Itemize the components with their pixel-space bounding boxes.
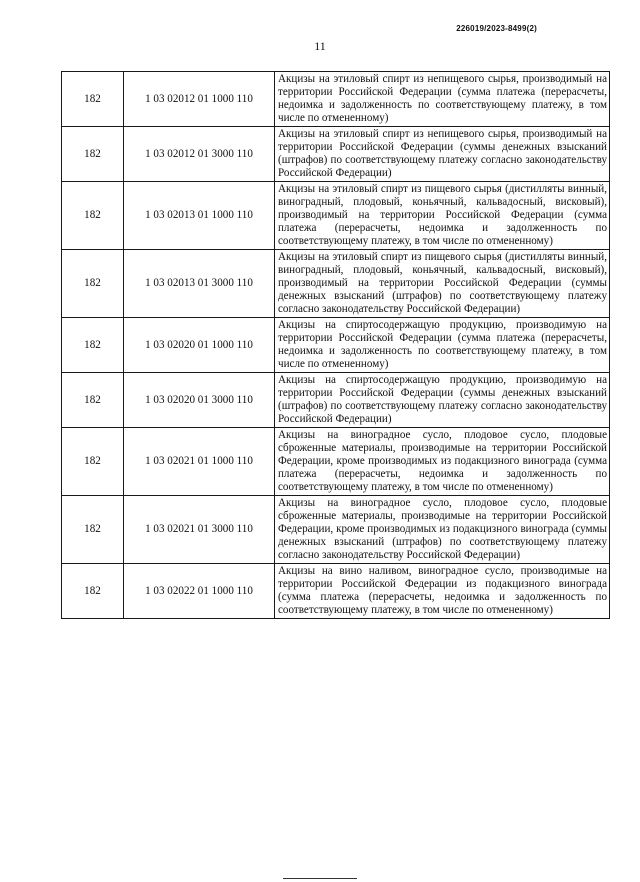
kbk-code-cell: 1 03 02013 01 1000 110 xyxy=(124,182,275,250)
description-cell: Акцизы на виноградное сусло, плодовое сусло, плодовые сброженные материалы, производимые на территории Российской Федерации, кроме производимых из подакцизного винограда (суммы денежных взысканий (штрафов) по соответствующему платежу согласно законодательству Российской Федерации) xyxy=(275,496,610,564)
admin-code-cell: 182 xyxy=(62,496,124,564)
table-row xyxy=(62,496,610,564)
table-row xyxy=(62,182,610,250)
kbk-code-cell: 1 03 02013 01 3000 110 xyxy=(124,250,275,318)
description-cell: Акцизы на спиртосодержащую продукцию, производимую на территории Российской Федерации (сумма платежа (перерасчеты, недоимка и задолженность по соответствующему платежу, в том числе по отмененному) xyxy=(275,318,610,373)
admin-code-cell: 182 xyxy=(62,318,124,373)
table-row xyxy=(62,428,610,496)
page-bottom-mark xyxy=(283,878,357,879)
description-cell: Акцизы на этиловый спирт из пищевого сырья (дистилляты винный, виноградный, плодовый, коньячный, кальвадосный, висковый), производимый на территории Российской Федерации (сумма платежа (перерасчеты, недоимка и задолженность по соответствующему платежу, в том числе по отмененному) xyxy=(275,182,610,250)
admin-code-cell: 182 xyxy=(62,72,124,127)
description-cell: Акцизы на виноградное сусло, плодовое сусло, плодовые сброженные материалы, производимые на территории Российской Федерации, кроме производимых из подакцизного винограда (сумма платежа (перерасчеты, недоимка и задолженность по соответствующему платежу, в том числе по отмененному) xyxy=(275,428,610,496)
table-row xyxy=(62,127,610,182)
admin-code-cell: 182 xyxy=(62,250,124,318)
description-cell: Акцизы на этиловый спирт из непищевого сырья, производимый на территории Российской Федерации (сумма платежа (перерасчеты, недоимка и задолженность по соответствующему платежу, в том числе по отмененному) xyxy=(275,72,610,127)
kbk-code-cell: 1 03 02012 01 3000 110 xyxy=(124,127,275,182)
admin-code-cell: 182 xyxy=(62,428,124,496)
table-row xyxy=(62,373,610,428)
table-row xyxy=(62,250,610,318)
description-cell: Акцизы на вино наливом, виноградное сусло, производимые на территории Российской Федерации из подакцизного винограда (сумма платежа (перерасчеты, недоимка и задолженность по соответствующему платежу, в том числе по отмененному) xyxy=(275,564,610,619)
admin-code-cell: 182 xyxy=(62,127,124,182)
table-row xyxy=(62,318,610,373)
description-cell: Акцизы на этиловый спирт из непищевого сырья, производимый на территории Российской Федерации (суммы денежных взысканий (штрафов) по соответствующему платежу согласно законодательству Российской Федерации) xyxy=(275,127,610,182)
kbk-code-cell: 1 03 02020 01 3000 110 xyxy=(124,373,275,428)
kbk-code-cell: 1 03 02022 01 1000 110 xyxy=(124,564,275,619)
table-row xyxy=(62,72,610,127)
table-row xyxy=(62,564,610,619)
admin-code-cell: 182 xyxy=(62,182,124,250)
kbk-code-cell: 1 03 02012 01 1000 110 xyxy=(124,72,275,127)
page-number: 11 xyxy=(314,39,326,53)
kbk-code-cell: 1 03 02020 01 1000 110 xyxy=(124,318,275,373)
kbk-code-cell: 1 03 02021 01 3000 110 xyxy=(124,496,275,564)
admin-code-cell: 182 xyxy=(62,564,124,619)
kbk-code-cell: 1 03 02021 01 1000 110 xyxy=(124,428,275,496)
description-cell: Акцизы на спиртосодержащую продукцию, производимую на территории Российской Федерации (суммы денежных взысканий (штрафов) по соответствующему платежу согласно законодательству Российской Федерации) xyxy=(275,373,610,428)
description-cell: Акцизы на этиловый спирт из пищевого сырья (дистилляты винный, виноградный, плодовый, коньячный, кальвадосный, висковый), производимый на территории Российской Федерации (суммы денежных взысканий (штрафов) по соответствующему платежу согласно законодательству Российской Федерации) xyxy=(275,250,610,318)
document-id: 226019/2023-8499(2) xyxy=(456,24,537,33)
admin-code-cell: 182 xyxy=(62,373,124,428)
budget-codes-table xyxy=(61,71,610,619)
